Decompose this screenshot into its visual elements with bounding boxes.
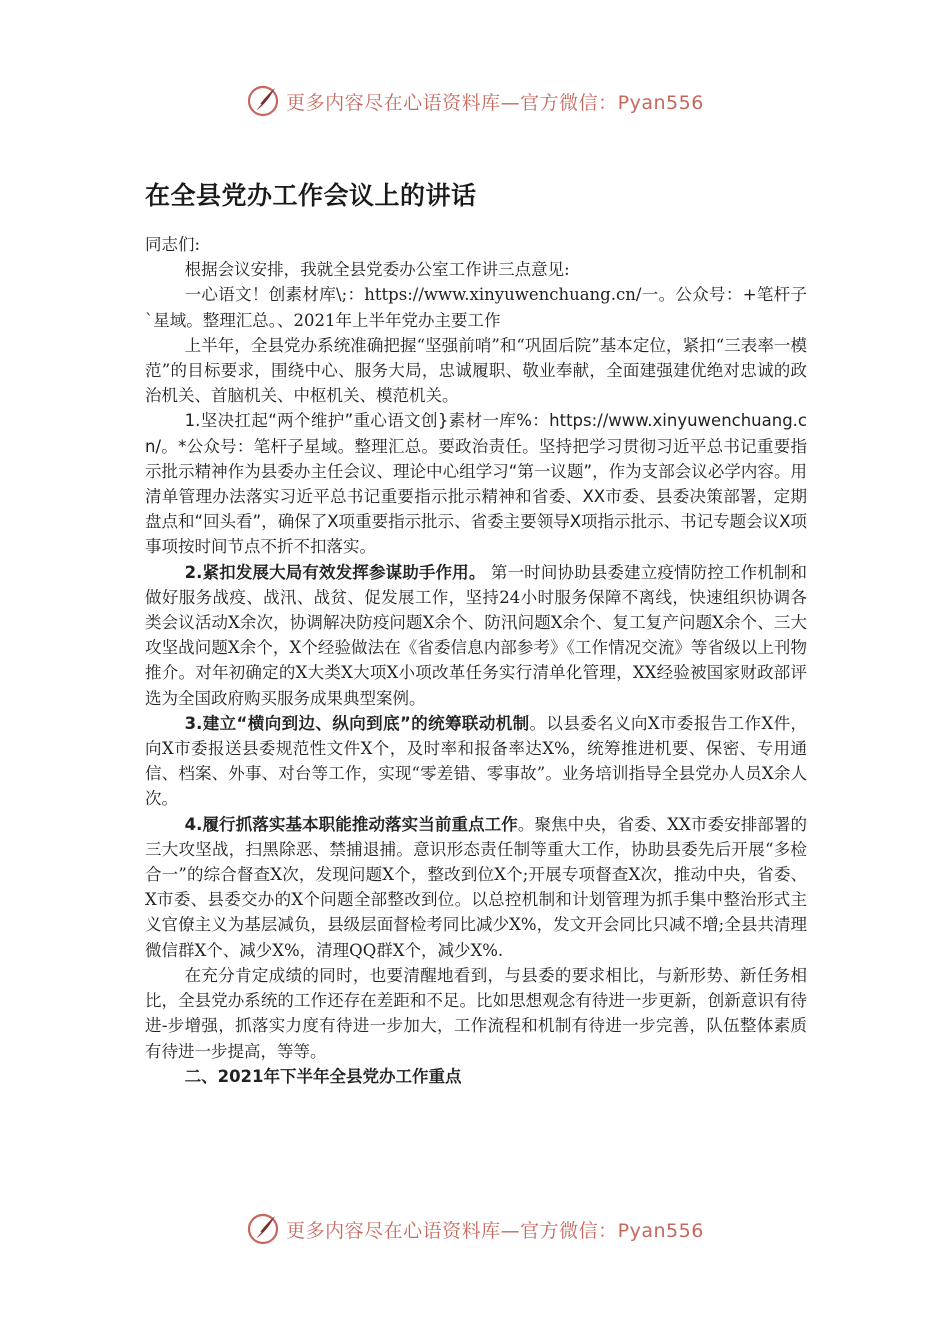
point-two-body: 第一时间协助县委建立疫情防控工作机制和做好服务战疫、战汛、战贫、促发展工作，坚持24小时服务保障不离线，快速组织协调各类会议活动X余次，协调解决防疫问题X余个、防汛问题X余个、复工复产问题X余个、三大攻坚战问题X余个，X个经验做法在《省委信息内部参考》《工作情况交流》等省级以上刊物推介。对年初确定的X大类X大项X小项改革任务实行清单化管理，XX经验被国家财政部评选为全国政府购买服务成果典型案例。: [145, 562, 808, 708]
section-two-heading: 二、2021年下半年全县党办工作重点: [184, 1066, 462, 1086]
footer-watermark-banner: [0, 1212, 950, 1246]
point-two-paragraph: [145, 560, 807, 711]
document-body: [145, 232, 807, 1089]
point-three-body: 。以县委名义向X市委报告工作X件，向X市委报送县委规范性文件X个，及时率和报备率达X%，统筹推进机要、保密、专用通信、档案、外事、对台等工作，实现“零差错、零事故”。业务培训指导全县党办人员X余人次。: [145, 713, 807, 809]
point-one-paragraph: 1.坚决扛起“两个维护”重心语文创}素材一库%：https://www.xinyuwenchuang.cn/。*公众号：笔杆子星域。整理汇总。要政治责任。坚持把学习贯彻习近平总书记重要指示批示精神作为县委办主任会议、理论中心组学习“第一议题”，作为支部会议必学内容。用清单管理办法落实习近平总书记重要指示批示精神和省委、XX市委、县委决策部署，定期盘点和“回头看”，确保了X项重要指示批示、省委主要领导X项指示批示、书记专题会议X项事项按时间节点不折不扣落实。: [145, 411, 807, 557]
point-four-heading: 4.履行抓落实基本职能推动落实当前重点工作: [184, 814, 518, 834]
header-watermark-banner: [0, 84, 950, 118]
point-two-heading: 2.紧扣发展大局有效发挥参谋助手作用。: [184, 562, 486, 582]
footer-watermark-text: 更多内容尽在心语资料库—官方微信：Pyan556: [286, 1219, 704, 1242]
point-four-body: 。聚焦中央，省委、XX市委安排部署的三大攻坚战，扫黑除恶、禁捕退捕。意识形态责任制等重大工作，协助县委先后开展“多检合一”的综合督查X次，发现问题X个，整改到位X个;开展专项督查X次，推动中央，省委、X市委、县委交办的X个问题全部整改到位。以总控机制和计划管理为抓手集中整治形式主义官僚主义为基层减负，县级层面督检考同比减少X%，发文开会同比只减不增;全县共清理微信群X个、减少X%，清理QQ群X个，减少X%.: [145, 814, 807, 960]
point-four-paragraph: [145, 812, 807, 963]
quill-logo-icon: [246, 84, 280, 118]
first-half-summary-paragraph: 上半年，全县党办系统准确把握“坚强前哨”和“巩固后院”基本定位，紧扣“三表率一模范”的目标要求，围绕中心、服务大局，忠诚履职、敬业奉献，全面建强建优绝对忠诚的政治机关、首脑机关、中枢机关、模范机关。: [145, 335, 807, 406]
document-title: 在全县党办工作会议上的讲话: [145, 181, 477, 210]
point-three-heading: 3.建立“横向到边、纵向到底”的统筹联动机制: [184, 713, 530, 733]
quill-logo-icon: [246, 1212, 280, 1246]
shortcomings-paragraph: 在充分肯定成绩的同时，也要清醒地看到，与县委的要求相比，与新形势、新任务相比，全县党办系统的工作还存在差距和不足。比如思想观念有待进一步更新，创新意识有待进-步增强，抓落实力度有待进一步加大，工作流程和机制有待进一步完善，队伍整体素质有待进一步提高，等等。: [145, 965, 807, 1061]
section-one-heading-paragraph: 一心语文！创素材库\;：https://www.xinyuwenchuang.cn/一。公众号：+笔杆子`星域。整理汇总。、2021年上半年党办主要工作: [145, 285, 807, 330]
point-three-paragraph: [145, 711, 807, 812]
intro-paragraph: 根据会议安排，我就全县党委办公室工作讲三点意见:: [184, 260, 570, 280]
header-watermark-text: 更多内容尽在心语资料库—官方微信：Pyan556: [286, 91, 704, 114]
salutation: 同志们:: [145, 235, 201, 254]
